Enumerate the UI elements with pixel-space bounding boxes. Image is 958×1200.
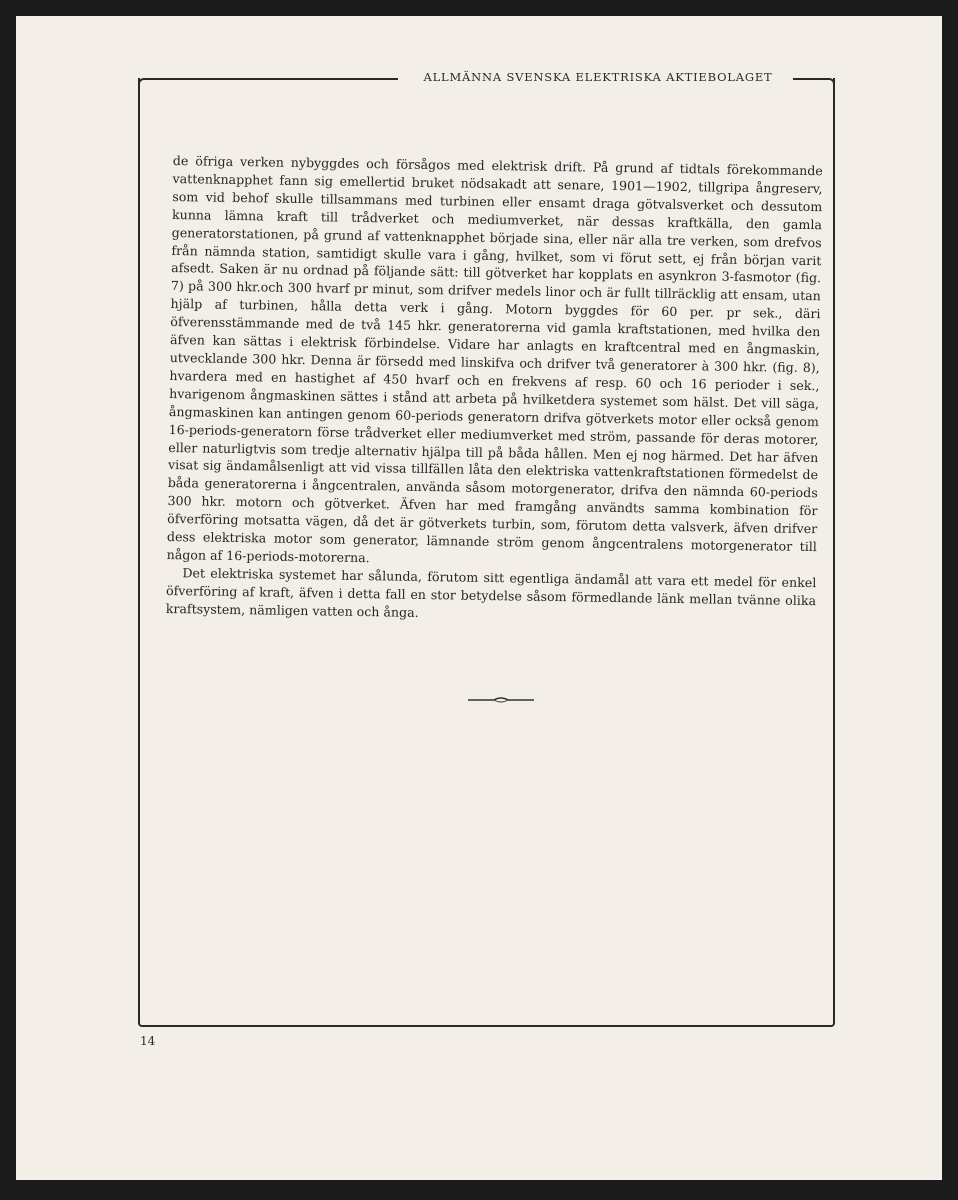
paragraph-2: Det elektriska systemet har sålunda, förutom sitt egentliga ändamål att vara ett medel för enkel öfverföring af kraft, äfven i detta fall en stor betydelse såsom förmedlande länk mellan tvänne olika kraftsystem, nämligen vatten och ånga. xyxy=(165,565,817,620)
page-number: 14 xyxy=(140,1034,156,1048)
running-header: ALLMÄNNA SVENSKA ELEKTRISKA AKTIEBOLAGET xyxy=(423,70,773,84)
frame-top-right-rule xyxy=(793,78,835,94)
body-text xyxy=(166,152,823,628)
paragraph-1: de öfriga verken nybyggdes och försågos med elektrisk drift. På grund af tidtals förekommande vattenknapphet fann sig emellertid bruket nödsakadt att senare, 1901—1902, tillgripa ångreserv, som vid behof skulle tillsammans med turbinen eller ensamt draga götvalsverket och dessutom kunna lämna kraft till trådverket och mediumverket, när dessas kraftkälla, den gamla generatorstationen, på grund af vattenknapphet började sina, eller när alla tre verken, som drefvos från nämnda station, samtidigt skulle vara i gång, hvilket, som vi förut sett, ej från början varit afsedt. Saken är nu ordnad på följande sätt: till götverket har kopplats en asynkron 3-fasmotor (fig. 7) på 300 hkr.och 300 hvarf pr minut, som drifver medels linor och är fullt tillräcklig att ensam, utan hjälp af turbinen, hålla detta verk i gång. Motorn byggdes för 60 per. pr sek., däri öfverensstämmande med de två 145 hkr. generatorerna vid gamla kraftstationen, med hvilka den äfven kan sättas i elektrisk förbindelse. Vidare har anlagts en kraftcentral med en ångmaskin, utvecklande 300 hkr. Denna är försedd med linskifva och drifver två generatorer à 300 hkr. (fig. 8), hvardera med en hastighet af 450 hvarf och en frekvens af resp. 60 och 16 perioder i sek., hvarigenom ångmaskinen sättes i stånd att arbeta på hvilketdera systemet som hälst. Det vill säga, ångmaskinen kan antingen genom 60-periods generatorn drifva götverkets motor eller också genom 16-periods-generatorn förse trådverket eller mediumverket med ström, passande för deras motorer, eller naturligtvis som tredje alternativ hjälpa till på båda hållen. Men ej nog härmed. Det har äfven visat sig ändamålsenligt att vid vissa tillfällen låta den elektriska vattenkraftstationen förmedelst de båda generatorerna i ångcentralen, använda såsom motorgenerator, drifva den nämnda 60-periods 300 hkr. motorn och götverket. Äfven har med framgång användts samma kombination för öfverföring motsatta vägen, då det är götverkets turbin, som, förutom detta valsverk, äfven drifver dess elektriska motor som generator, lämnande ström genom ångcentralens motorgenerator till någon af 16-periods-motorerna. xyxy=(166,152,823,566)
ornament-divider-icon xyxy=(466,694,536,706)
frame-top-left-rule xyxy=(138,78,398,94)
